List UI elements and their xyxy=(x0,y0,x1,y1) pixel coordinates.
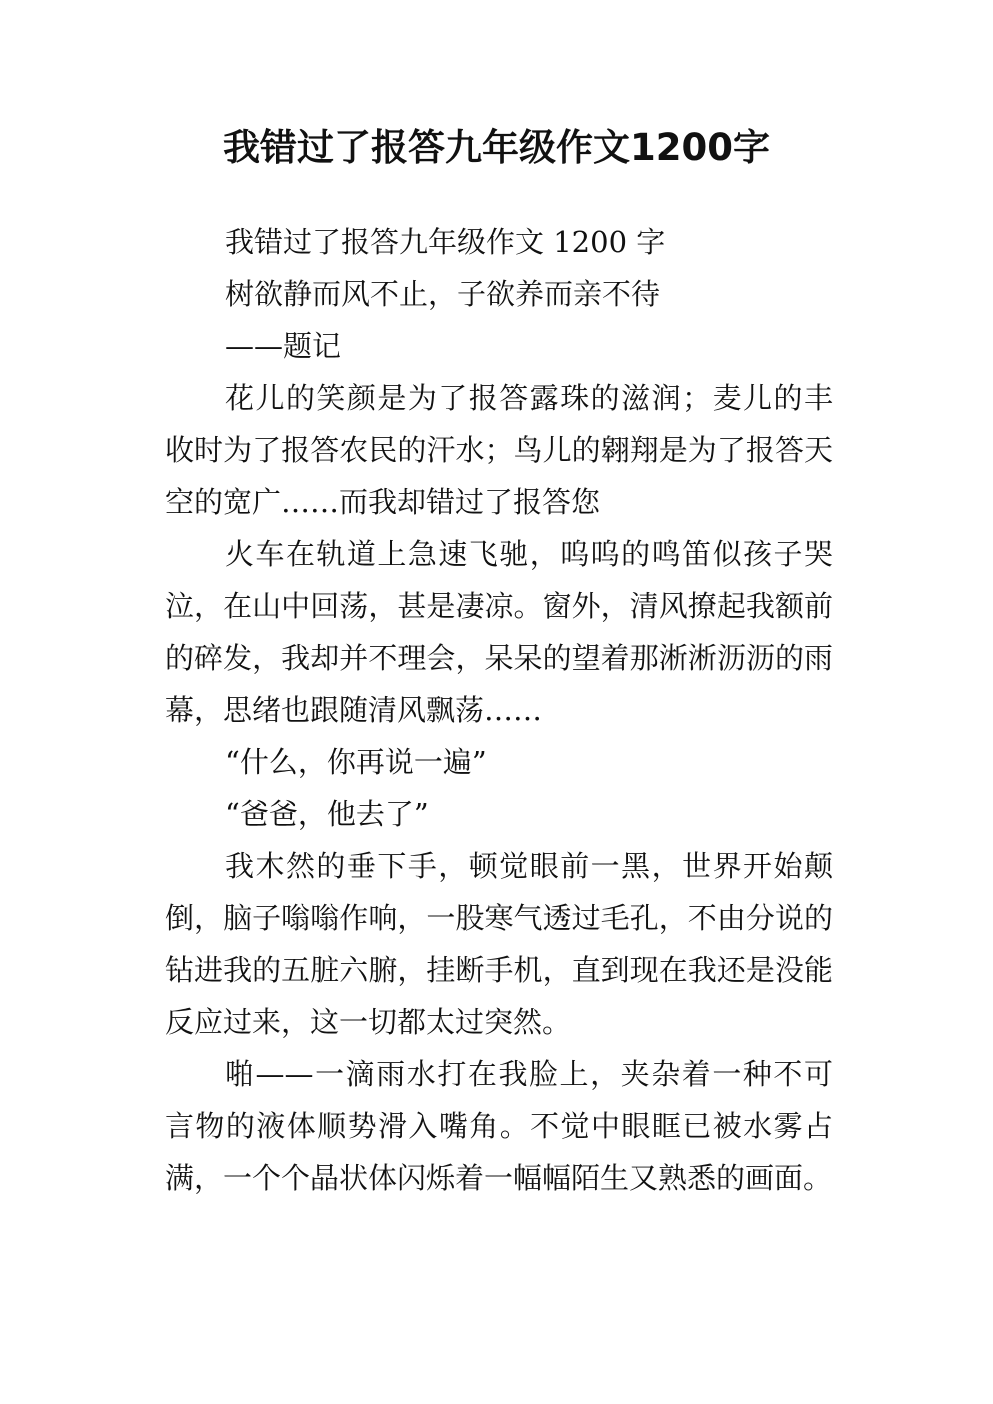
paragraph: 我木然的垂下手，顿觉眼前一黑，世界开始颠倒，脑子嗡嗡作响，一股寒气透过毛孔，不由分说的钻进我的五脏六腑，挂断手机，直到现在我还是没能反应过来，这一切都太过突然。 xyxy=(165,849,833,1039)
paragraph-dialogue: “什么，你再说一遍” xyxy=(225,745,487,779)
paragraph-epigraph-attribution: ——题记 xyxy=(225,329,342,363)
paragraph-dialogue: “爸爸，他去了” xyxy=(225,797,429,831)
paragraph-epigraph: 树欲静而风不止，子欲养而亲不待 xyxy=(225,277,661,311)
paragraph: 啪——一滴雨水打在我脸上，夹杂着一种不可言物的液体顺势滑入嘴角。不觉中眼眶已被水雾占满，一个个晶状体闪烁着一幅幅陌生又熟悉的画面。 xyxy=(165,1057,833,1195)
paragraph-subtitle: 我错过了报答九年级作文 1200 字 xyxy=(225,225,666,259)
paragraph: 火车在轨道上急速飞驰，呜呜的鸣笛似孩子哭泣，在山中回荡，甚是凄凉。窗外，清风撩起我额前的碎发，我却并不理会，呆呆的望着那淅淅沥沥的雨幕，思绪也跟随清风飘荡…… xyxy=(165,537,833,727)
document-body xyxy=(165,216,833,1204)
paragraph: 花儿的笑颜是为了报答露珠的滋润；麦儿的丰收时为了报答农民的汗水；鸟儿的翱翔是为了报答天空的宽广……而我却错过了报答您 xyxy=(165,381,833,519)
document-title: 我错过了报答九年级作文1200字 xyxy=(223,126,770,169)
